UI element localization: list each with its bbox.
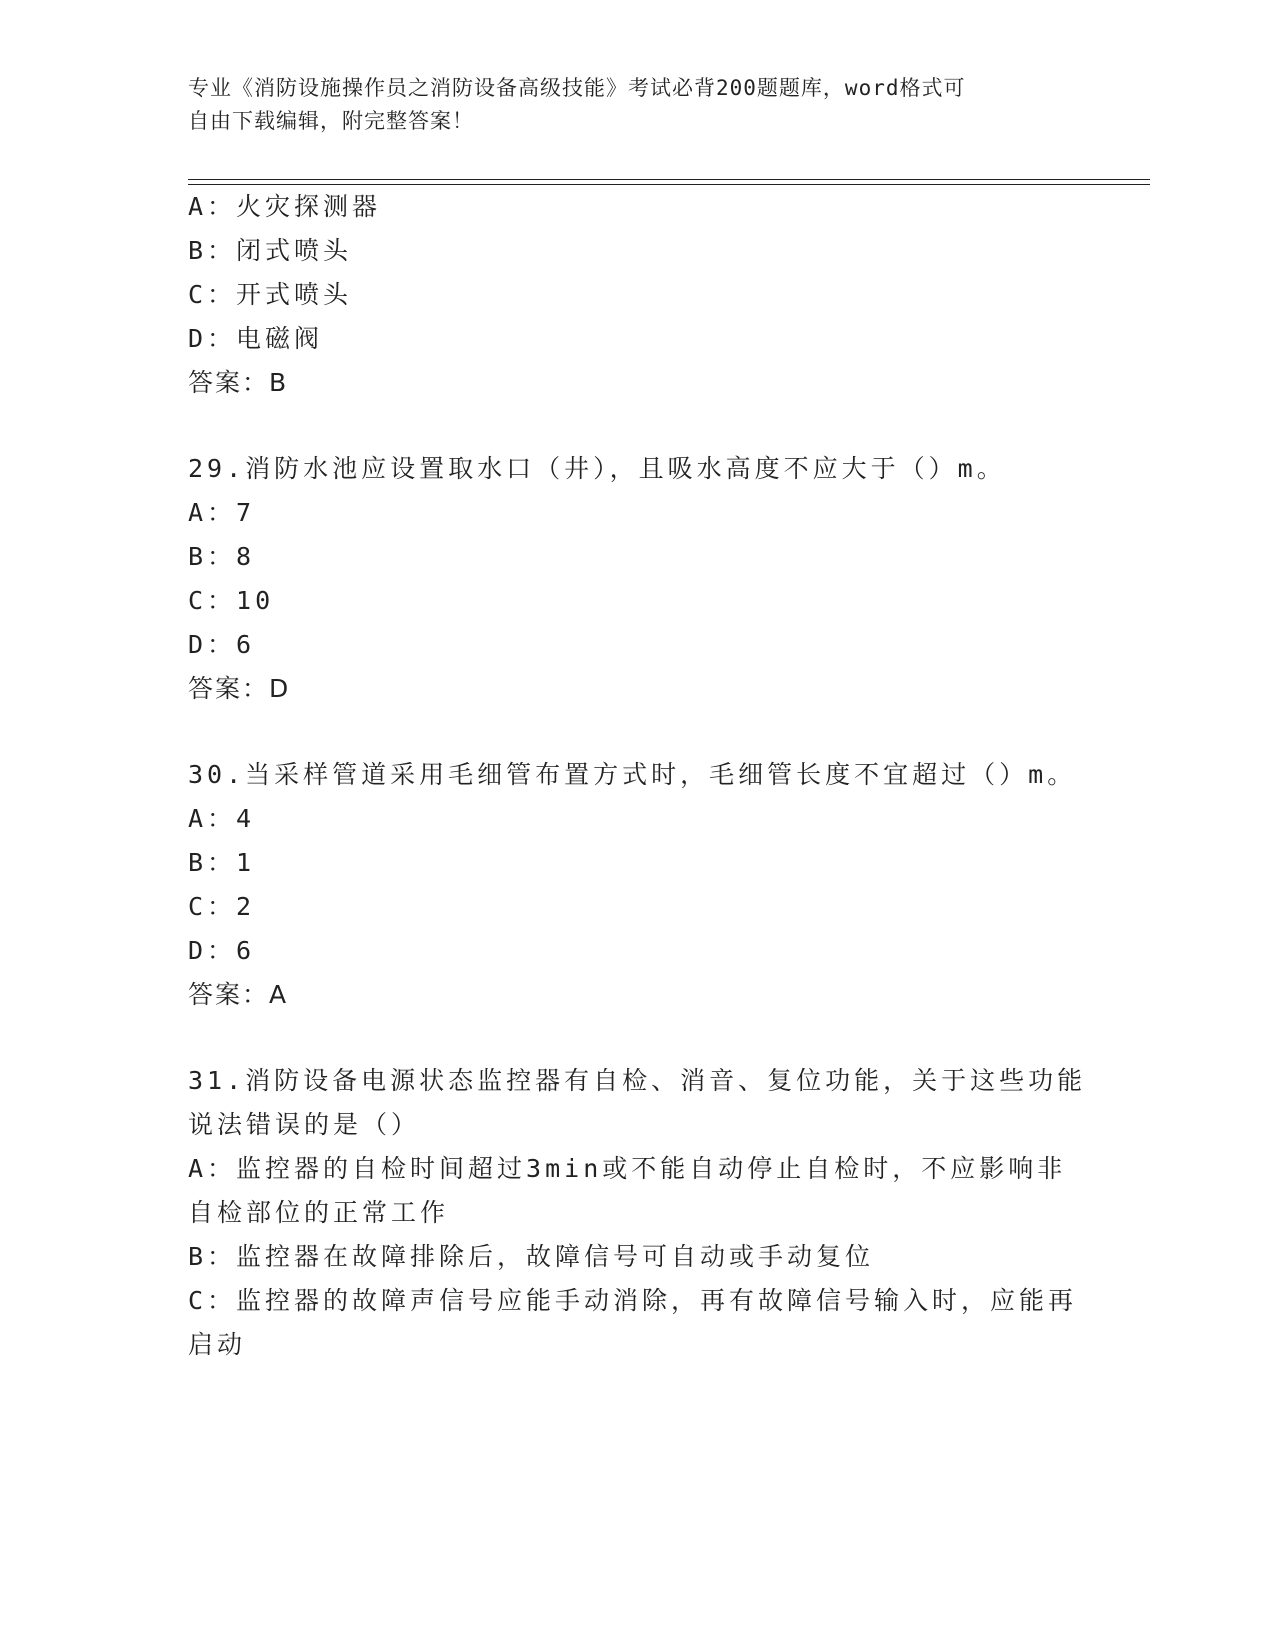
document-header <box>188 72 1078 138</box>
q31-option-c-line-1: C：监控器的故障声信号应能手动消除，再有故障信号输入时，应能再 <box>188 1286 1078 1315</box>
header-line-1: 专业《消防设施操作员之消防设备高级技能》考试必背200题题库，word格式可 <box>188 76 966 100</box>
q29-option-c: C：10 <box>188 586 275 615</box>
q31-option-c-line-2: 启动 <box>188 1330 247 1359</box>
q30-option-a: A：4 <box>188 804 256 833</box>
header-rule-top <box>188 179 1150 180</box>
q31-option-a-line-1: A：监控器的自检时间超过3min或不能自动停止自检时，不应影响非 <box>188 1154 1067 1183</box>
q29-question: 29.消防水池应设置取水口（井），且吸水高度不应大于（）m。 <box>188 454 1006 483</box>
q29-option-a: A：7 <box>188 498 256 527</box>
q29-option-b: B：8 <box>188 542 256 571</box>
q28-option-d: D：电磁阀 <box>188 324 324 353</box>
q28-option-c: C：开式喷头 <box>188 280 353 309</box>
q30-option-d: D：6 <box>188 936 256 965</box>
q31-question-line-1: 31.消防设备电源状态监控器有自检、消音、复位功能，关于这些功能 <box>188 1066 1087 1095</box>
q29-answer: 答案：D <box>188 674 291 703</box>
q31-option-a-line-2: 自检部位的正常工作 <box>188 1198 450 1227</box>
q28-answer: 答案：B <box>188 368 289 397</box>
q28-option-a: A：火灾探测器 <box>188 192 382 221</box>
header-rule-bottom <box>188 184 1150 185</box>
q31-question-line-2: 说法错误的是（） <box>188 1110 421 1139</box>
q30-option-c: C：2 <box>188 892 256 921</box>
q30-question: 30.当采样管道采用毛细管布置方式时，毛细管长度不宜超过（）m。 <box>188 760 1077 789</box>
q29-option-d: D：6 <box>188 630 256 659</box>
q28-option-b: B：闭式喷头 <box>188 236 353 265</box>
q31-option-b: B：监控器在故障排除后，故障信号可自动或手动复位 <box>188 1242 875 1271</box>
q30-answer: 答案：A <box>188 980 289 1009</box>
header-line-2: 自由下载编辑，附完整答案！ <box>188 109 474 133</box>
q30-option-b: B：1 <box>188 848 256 877</box>
